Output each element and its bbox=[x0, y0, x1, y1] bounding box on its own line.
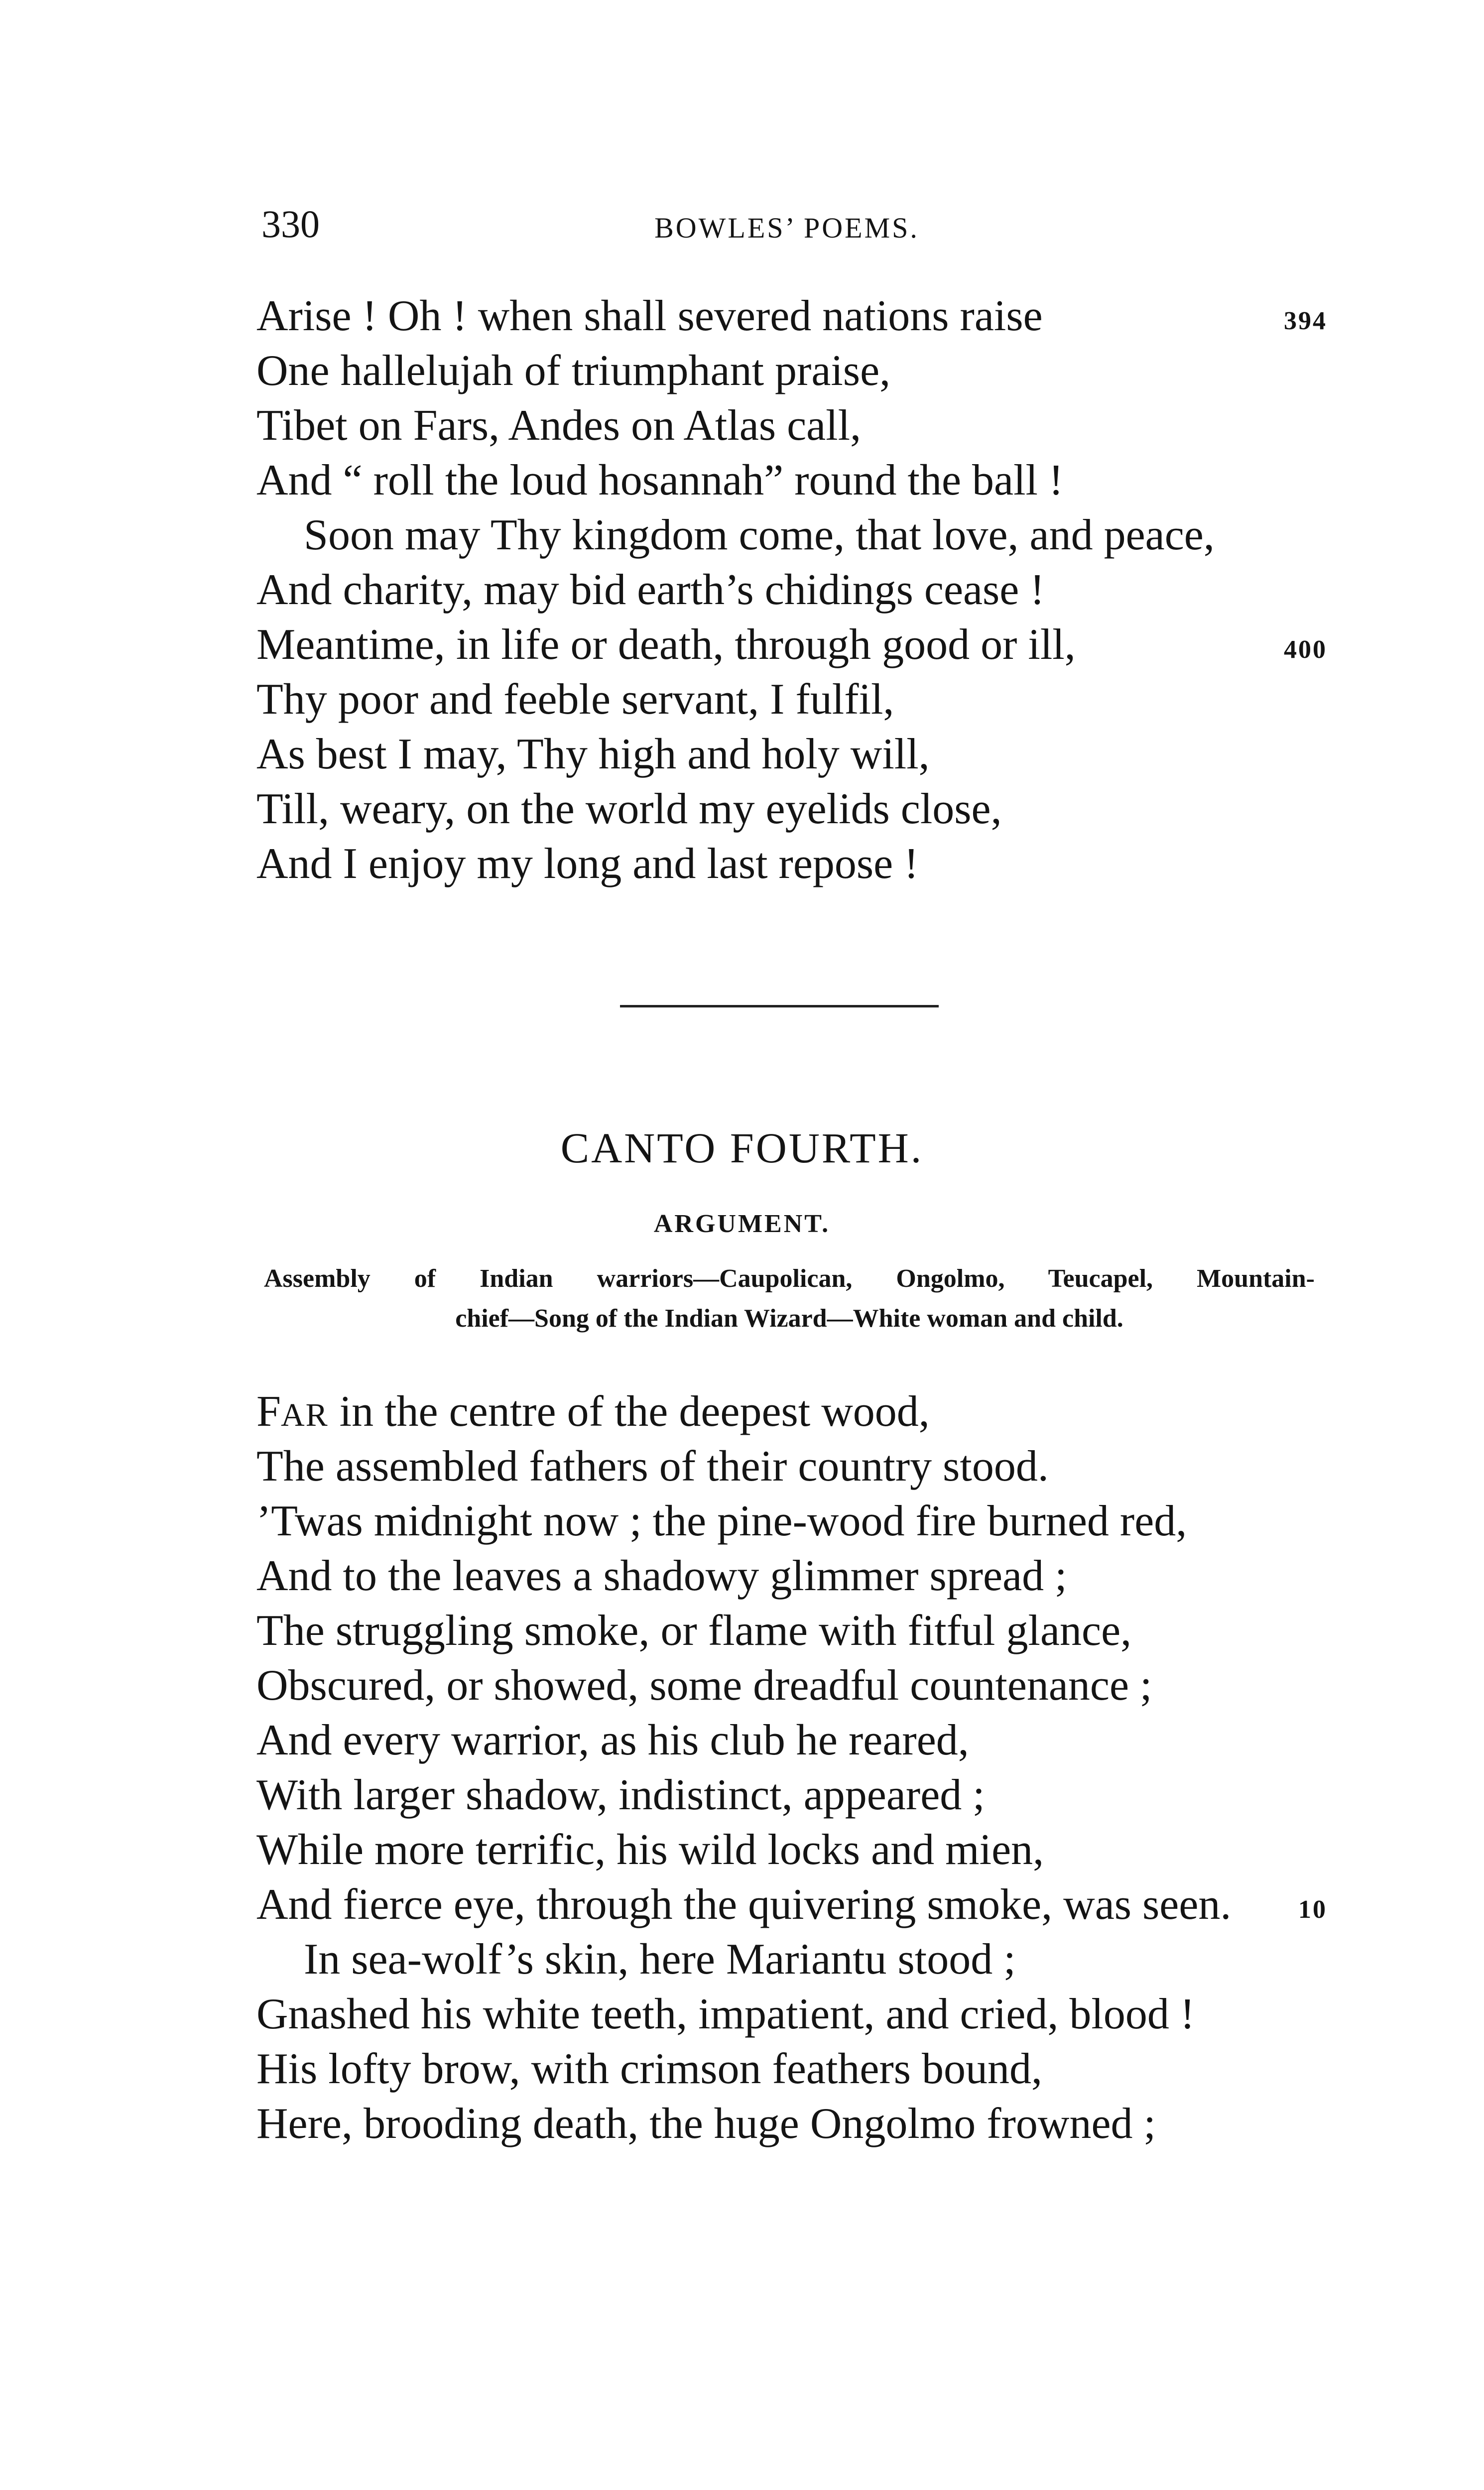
canto-title: CANTO FOURTH. bbox=[560, 1124, 924, 1172]
verse-line bbox=[256, 563, 1327, 618]
verse-line-text: Thy poor and feeble servant, I fulfil, bbox=[256, 675, 894, 724]
verse-line bbox=[256, 1877, 1327, 1932]
argument-heading: ARGUMENT. bbox=[653, 1210, 831, 1238]
verse-line bbox=[256, 1384, 1327, 1439]
verse-line bbox=[256, 1768, 1327, 1823]
verse-line bbox=[256, 837, 1327, 891]
verse-line bbox=[256, 1658, 1327, 1713]
verse-line-text: As best I may, Thy high and holy will, bbox=[256, 730, 930, 778]
canto-stanza bbox=[256, 1384, 1327, 2151]
page-number: 330 bbox=[261, 202, 320, 246]
verse-line-text: Till, weary, on the world my eyelids close, bbox=[256, 785, 1002, 833]
verse-line bbox=[256, 453, 1327, 508]
verse-line bbox=[256, 672, 1327, 727]
verse-line-text: In sea-wolf’s skin, here Mariantu stood ; bbox=[304, 1935, 1016, 1984]
verse-line-text: Here, brooding death, the huge Ongolmo frowned ; bbox=[256, 2100, 1156, 2148]
verse-line-text: And “ roll the loud hosannah” round the ball ! bbox=[256, 456, 1064, 504]
verse-line bbox=[256, 1439, 1327, 1494]
verse-line-text: Meantime, in life or death, through good or ill, bbox=[256, 621, 1076, 669]
argument-line: Assembly of Indian warriors—Caupolican, Ongolmo, Teucapel, Mountain- bbox=[264, 1264, 1315, 1293]
section-divider bbox=[620, 1005, 939, 1007]
argument-line: chief—Song of the Indian Wizard—White woman and child. bbox=[455, 1304, 1123, 1333]
opening-line-rest: in the centre of the deepest wood, bbox=[328, 1387, 930, 1436]
verse-line-text: The assembled fathers of their country stood. bbox=[256, 1442, 1049, 1491]
verse-line-text: And every warrior, as his club he reared, bbox=[256, 1716, 969, 1764]
verse-line-text: With larger shadow, indistinct, appeared ; bbox=[256, 1771, 985, 1819]
opening-capital: F bbox=[256, 1387, 281, 1436]
verse-line bbox=[256, 618, 1327, 672]
verse-line-text: And to the leaves a shadowy glimmer spread ; bbox=[256, 1552, 1067, 1600]
verse-line bbox=[256, 2097, 1327, 2151]
opening-small-caps: AR bbox=[280, 1397, 329, 1433]
verse-line bbox=[256, 344, 1327, 398]
verse-line bbox=[256, 1713, 1327, 1768]
verse-line-text: And fierce eye, through the quivering smoke, was seen. bbox=[256, 1880, 1232, 1929]
verse-line-text: Tibet on Fars, Andes on Atlas call, bbox=[256, 401, 862, 450]
verse-line bbox=[256, 1987, 1327, 2042]
running-title: BOWLES’ POEMS. bbox=[654, 212, 919, 244]
verse-line-text: One hallelujah of triumphant praise, bbox=[256, 347, 891, 395]
verse-line-text: Gnashed his white teeth, impatient, and cried, blood ! bbox=[256, 1990, 1195, 2038]
verse-line bbox=[256, 1494, 1327, 1549]
verse-line bbox=[256, 508, 1327, 563]
verse-line bbox=[256, 289, 1327, 344]
verse-line bbox=[256, 727, 1327, 782]
verse-line-text: Obscured, or showed, some dreadful countenance ; bbox=[256, 1661, 1152, 1710]
verse-line bbox=[256, 1604, 1327, 1658]
verse-line-text: ’Twas midnight now ; the pine-wood fire burned red, bbox=[256, 1497, 1187, 1545]
verse-line bbox=[256, 1932, 1327, 1987]
verse-line-text: And I enjoy my long and last repose ! bbox=[256, 840, 919, 888]
line-number: 10 bbox=[1298, 1895, 1327, 1924]
verse-line bbox=[256, 2042, 1327, 2097]
line-number: 400 bbox=[1284, 635, 1327, 664]
running-head bbox=[261, 197, 1312, 251]
verse-line-text: His lofty brow, with crimson feathers bound, bbox=[256, 2045, 1043, 2093]
verse-line-text bbox=[256, 1387, 930, 1436]
verse-line-text: Soon may Thy kingdom come, that love, and peace, bbox=[304, 511, 1215, 559]
verse-line-text: And charity, may bid earth’s chidings cease ! bbox=[256, 566, 1045, 614]
verse-line bbox=[256, 1823, 1327, 1877]
verse-line-text: The struggling smoke, or flame with fitful glance, bbox=[256, 1607, 1132, 1655]
top-stanza bbox=[256, 289, 1327, 891]
verse-line-text: Arise ! Oh ! when shall severed nations raise bbox=[256, 292, 1043, 340]
verse-line-text: While more terrific, his wild locks and mien, bbox=[256, 1826, 1044, 1874]
verse-line bbox=[256, 398, 1327, 453]
verse-line bbox=[256, 1549, 1327, 1604]
line-number: 394 bbox=[1284, 307, 1327, 335]
argument-text bbox=[264, 1259, 1315, 1339]
verse-line bbox=[256, 782, 1327, 837]
